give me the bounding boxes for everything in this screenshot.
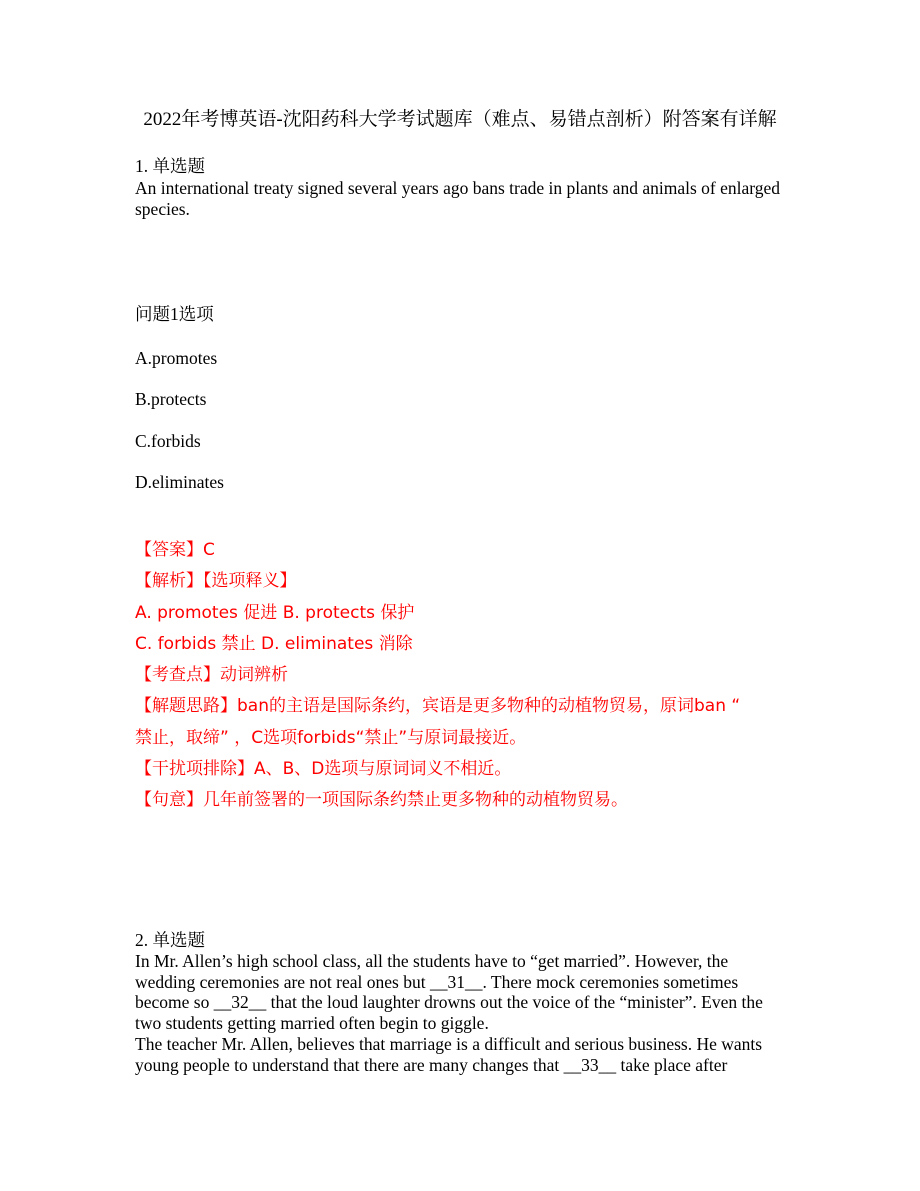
document-title: 2022年考博英语-沈阳药科大学考试题库（难点、易错点剖析）附答案有详解	[143, 109, 777, 130]
test-point-line: 【考查点】动词辨析	[135, 665, 288, 686]
question-1	[135, 156, 795, 220]
distractor-line: 【干扰项排除】A、B、D选项与原词词义不相近。	[135, 759, 512, 780]
question-1-header: 1. 单选题	[135, 156, 205, 176]
option-b: B.protects	[135, 389, 207, 409]
translation-line: 【句意】几年前签署的一项国际条约禁止更多物种的动植物贸易。	[135, 790, 628, 811]
question-2-passage-line: The teacher Mr. Allen, believes that marriage is a difficult and serious business. He wants	[135, 1033, 763, 1054]
question-2-header: 2. 单选题	[135, 930, 205, 950]
question-1-stem: An international treaty signed several years ago bans trade in plants and animals of enlarged species.	[135, 178, 781, 219]
reasoning-line-1: 【解题思路】ban的主语是国际条约，宾语是更多物种的动植物贸易，原词ban “	[135, 696, 741, 717]
option-a: A.promotes	[135, 348, 218, 368]
option-d: D.eliminates	[135, 472, 224, 492]
question-2-passage-line: two students getting married often begin to giggle.	[135, 1013, 489, 1034]
question-2-passage-line: become so __32__ that the loud laughter drowns out the voice of the “minister”. Even the	[135, 992, 763, 1013]
question-2-passage-line: young people to understand that there are many changes that __33__ take place after	[135, 1054, 728, 1075]
gloss-line-1: A. promotes 促进 B. protects 保护	[135, 602, 415, 623]
question-2	[135, 930, 795, 1076]
question-2-passage-line: In Mr. Allen’s high school class, all the students have to “get married”. However, the	[135, 950, 729, 971]
answer-line: 【答案】C	[135, 540, 215, 560]
question-2-passage-line: wedding ceremonies are not real ones but __31__. There mock ceremonies sometimes	[135, 971, 739, 992]
explanation-header: 【解析】【选项释义】	[135, 571, 297, 592]
question-1-options-label: 问题1选项	[135, 304, 214, 324]
question-1-analysis	[135, 535, 795, 817]
reasoning-line-2: 禁止，取缔” ，C选项forbids“禁止”与原词最接近。	[135, 727, 527, 748]
gloss-line-2: C. forbids 禁止 D. eliminates 消除	[135, 633, 413, 654]
option-c: C.forbids	[135, 431, 201, 451]
